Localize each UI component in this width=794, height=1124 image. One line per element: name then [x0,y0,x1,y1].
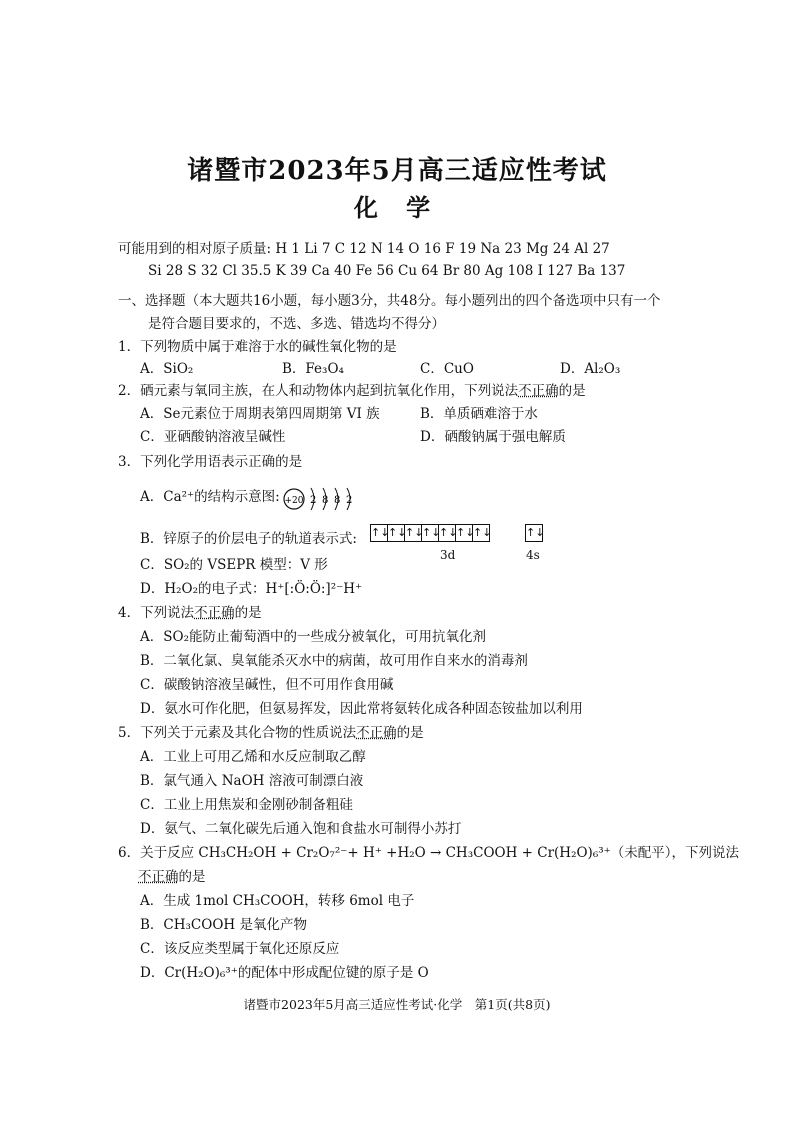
shell-count-2: 8 [322,495,329,506]
q5-option-b: B．氯气通入 NaOH 溶液可制漂白液 [140,773,364,789]
q2-option-a: A．Se元素位于周期表第四周期第 VI 族 [140,406,380,422]
q2-option-c: C．亚硒酸钠溶液呈碱性 [140,429,286,445]
q5-option-c: C．工业上用焦炭和金刚砂制备粗硅 [140,797,353,813]
orbital-box-3d-1: ↑↓ [370,524,388,542]
q1-stem: 1．下列物质中属于难溶于水的碱性氧化物的是 [118,339,397,355]
q3-stem: 3．下列化学用语表示正确的是 [118,454,303,470]
q3-option-c: C．SO₂的 VSEPR 模型：V 形 [140,557,328,573]
q4-stem [118,604,262,622]
q6-option-c: C．该反应类型属于氧化还原反应 [140,941,340,957]
q4-option-b: B．二氧化氯、臭氧能杀灭水中的病菌，故可用作自来水的消毒剂 [140,653,528,669]
q1-option-b: B．Fe₃O₄ [282,361,344,377]
q5-option-d: D．氨气、二氧化碳先后通入饱和食盐水可制得小苏打 [140,821,462,837]
q3-option-d: D．H₂O₂的电子式：H⁺[:Ö:Ö:]²⁻H⁺ [140,581,363,597]
atomic-masses-line2: Si 28 S 32 Cl 35.5 K 39 Ca 40 Fe 56 Cu 64 Br 80 Ag 108 I 127 Ba 137 [148,263,626,279]
ca-ion-structure-diagram [283,486,363,512]
q4-option-d: D．氨水可作化肥，但氨易挥发，因此常将氨转化成各种固态铵盐加以利用 [140,701,583,717]
exam-subject: 化 学 [353,193,441,222]
q5-option-a: A．工业上可用乙烯和水反应制取乙醇 [140,749,366,765]
q4-option-a: A．SO₂能防止葡萄酒中的一些成分被氧化，可用抗氧化剂 [140,629,486,645]
q2-option-d: D．硒酸钠属于强电解质 [420,429,566,445]
exam-title: 诸暨市2023年5月高三适应性考试 [187,156,607,186]
q6-stem-post: 的是 [178,869,206,885]
section1-heading: 一、选择题（本大题共16小题，每小题3分，共48分。每小题列出的四个备选项中只有一个 [118,293,661,309]
q1-option-a: A．SiO₂ [140,361,194,377]
q4-stem-negation: 不正确 [194,605,235,621]
q6-stem-cont [138,868,206,886]
q6-option-a: A．生成 1mol CH₃COOH，转移 6mol 电子 [140,893,415,909]
q5-stem-post: 的是 [396,725,424,741]
q6-option-d: D．Cr(H₂O)₆³⁺的配体中形成配位键的原子是 O [140,965,429,981]
orbital-label-4s: 4s [526,548,540,562]
orbital-box-3d-5: ↑↓ [438,524,456,542]
q5-stem-pre: 5．下列关于元素及其化合物的性质说法 [118,725,357,741]
orbital-box-3d-2: ↑↓ [387,524,405,542]
orbital-box-3d-4: ↑↓ [421,524,439,542]
q4-stem-pre: 4．下列说法 [118,605,195,621]
orbital-box-3d-3: ↑↓ [404,524,422,542]
shell-count-1: 2 [310,495,317,506]
atomic-masses-line1: 可能用到的相对原子质量: H 1 Li 7 C 12 N 14 O 16 F 19 Na 23 Mg 24 Al 27 [118,241,610,257]
q6-option-b: B．CH₃COOH 是氧化产物 [140,917,307,933]
q2-stem-negation: 不正确 [518,383,559,399]
q4-stem-post: 的是 [234,605,262,621]
orbital-box-4s: ↑↓ [525,524,543,542]
orbital-label-3d: 3d [440,548,456,562]
q1-option-d: D．Al₂O₃ [560,361,621,377]
q6-stem: 6．关于反应 CH₃CH₂OH + Cr₂O₇²⁻+ H⁺ +H₂O → CH₃COOH + Cr(H₂O)₆³⁺（未配平），下列说法 [118,845,740,861]
shell-count-3: 8 [334,495,341,506]
q2-stem-post: 的是 [558,383,586,399]
q4-option-c: C．碳酸钠溶液呈碱性，但不可用作食用碱 [140,677,394,693]
nucleus-label: +20 [284,496,304,506]
q2-stem-pre: 2．硒元素与氧同主族，在人和动物体内起到抗氧化作用，下列说法 [118,383,519,399]
q2-option-b: B．单质硒难溶于水 [420,406,538,422]
shell-count-4: 2 [346,495,353,506]
orbital-box-3d-6: ↑↓ [455,524,473,542]
q3-option-b-label: B．锌原子的价层电子的轨道表示式: [140,531,357,547]
q3-option-a-label: A．Ca²⁺的结构示意图: [140,489,280,505]
orbital-box-3d-7: ↑↓ [472,524,490,542]
section1-heading-cont: 是符合题目要求的，不选、多选、错选均不得分） [148,316,445,332]
page-footer: 诸暨市2023年5月高三适应性考试·化学 第1页(共8页) [243,997,551,1012]
q1-option-c: C．CuO [420,361,474,377]
q5-stem-negation: 不正确 [356,725,397,741]
q6-stem-negation: 不正确 [138,869,179,885]
q2-stem [118,382,586,400]
q5-stem [118,724,424,742]
